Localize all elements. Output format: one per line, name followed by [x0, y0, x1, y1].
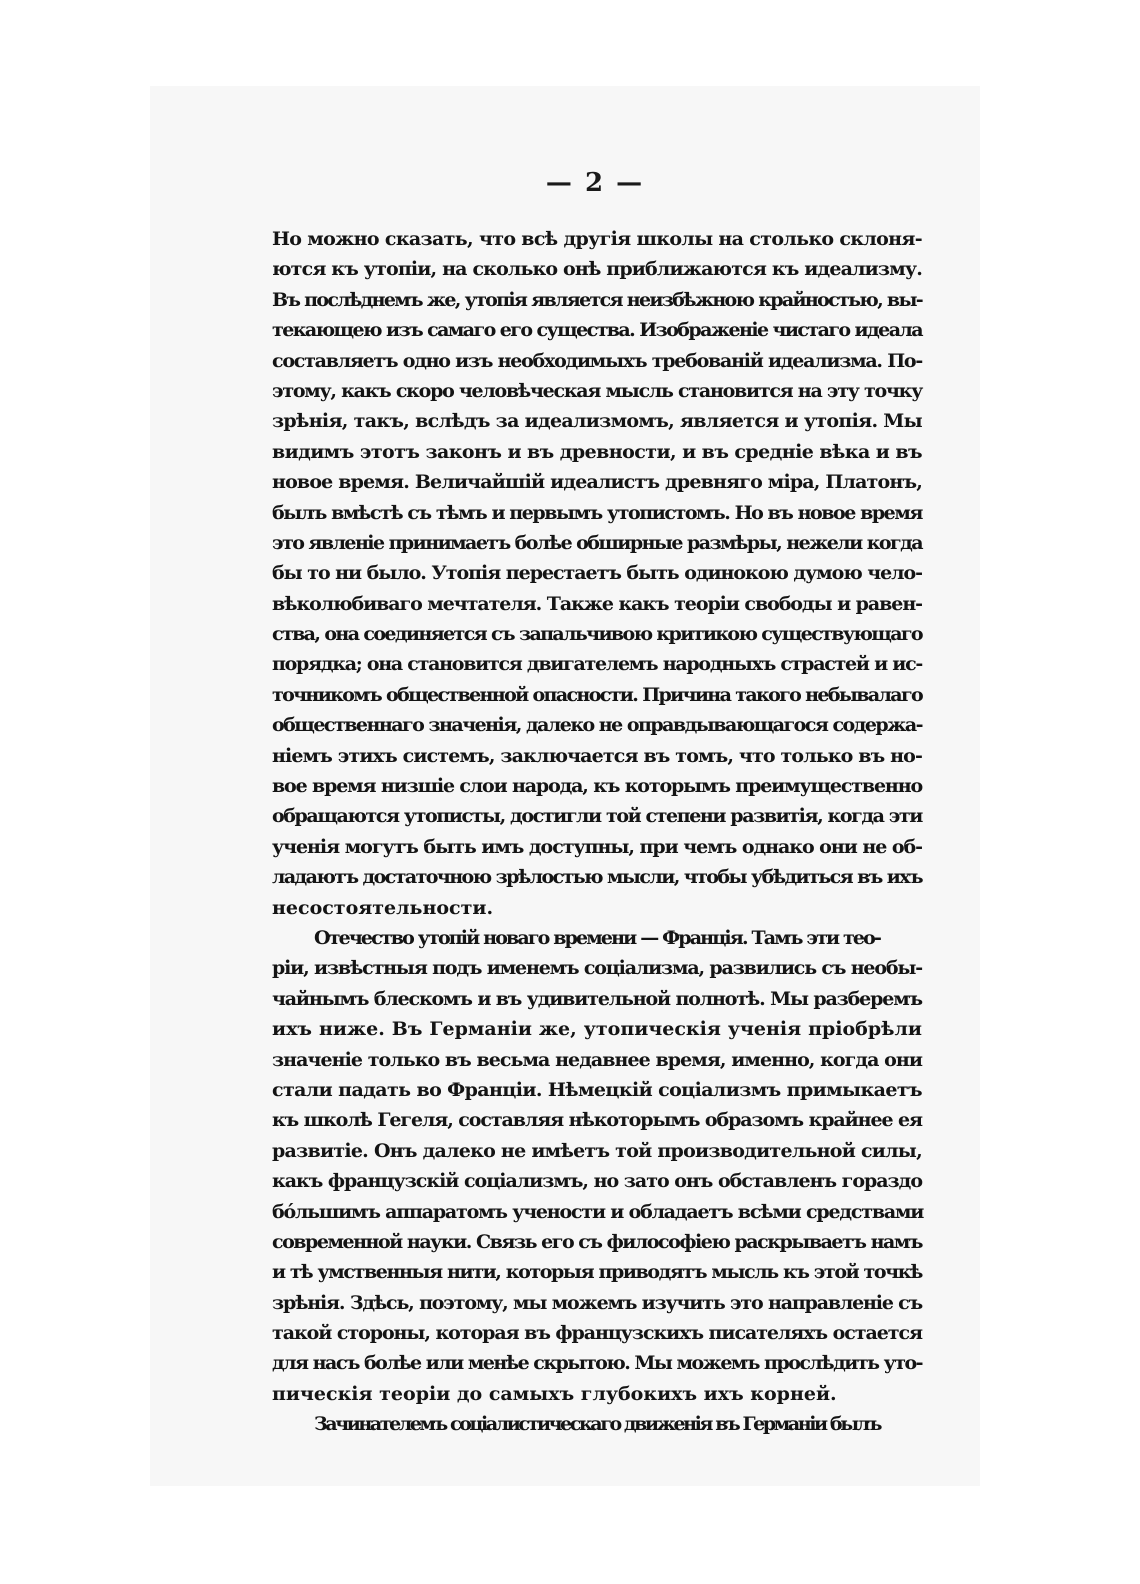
text-line: ства, она соединяется съ запальчивою критикою существующаго: [272, 623, 922, 646]
text-line: къ школѣ Гегеля, составляя нѣкоторымъ образомъ крайнее ея: [272, 1109, 922, 1132]
page-number: — 2 —: [545, 168, 645, 198]
text-line: ніемъ этихъ системъ, заключается въ томъ, что только въ но-: [272, 744, 922, 767]
text-line: вѣколюбиваго мечтателя. Также какъ теоріи свободы и равен-: [272, 592, 922, 615]
text-line: видимъ этотъ законъ и въ древности, и въ средніе вѣка и въ: [272, 440, 922, 463]
text-line: Въ послѣднемъ же, утопія является неизбѣжною крайностью, вы-: [272, 288, 922, 311]
text-line: обращаются утописты, достигли той степени развитія, когда эти: [272, 805, 922, 828]
text-line: ріи, извѣстныя подъ именемъ соціализма, развились съ необы-: [272, 957, 923, 980]
text-line: общественнаго значенія, далеко не оправдывающагося содержа-: [272, 714, 922, 737]
text-line: пическія теоріи до самыхъ глубокихъ ихъ корней.: [272, 1382, 837, 1405]
paragraph-1: [272, 224, 922, 923]
text-line: вое время низшіе слои народа, къ которымъ преимущественно: [272, 775, 922, 798]
text-line: для насъ болѣе или менѣе скрытою. Мы можемъ прослѣдить уто-: [272, 1352, 922, 1375]
text-line: Но можно сказать, что всѣ другія школы на столько склоня-: [272, 228, 922, 250]
text-line: какъ французскій соціализмъ, но зато онъ обставленъ гораздо: [272, 1170, 922, 1193]
text-line: зрѣнія. Здѣсь, поэтому, мы можемъ изучить это направленіе съ: [272, 1291, 922, 1314]
text-line: порядка; она становится двигателемъ народныхъ страстей и ис-: [272, 653, 922, 676]
paragraph-3: [272, 1409, 922, 1439]
text-line: былъ вмѣстѣ съ тѣмъ и первымъ утопистомъ. Но въ новое время: [272, 501, 922, 524]
text-line: этому, какъ скоро человѣческая мысль становится на эту точку: [272, 379, 922, 402]
text-line: такой стороны, которая въ французскихъ писателяхъ остается: [272, 1322, 922, 1345]
text-line: значеніе только въ весьма недавнее время, именно, когда они: [272, 1048, 922, 1071]
text-line: бы то ни было. Утопія перестаетъ быть одинокою думою чело-: [272, 562, 922, 585]
text-line: новое время. Величайшій идеалистъ древняго міра, Платонъ,: [272, 471, 922, 494]
text-line: составляетъ одно изъ необходимыхъ требованій идеализма. По-: [272, 349, 922, 372]
text-line: это явленіе принимаетъ болѣе обширные размѣры, нежели когда: [272, 531, 922, 554]
text-line: и тѣ умственныя нити, которыя приводятъ мысль къ этой точкѣ: [272, 1261, 923, 1284]
text-line: ихъ ниже. Въ Германіи же, утопическія ученія пріобрѣли: [272, 1018, 922, 1041]
text-line: Зачинателемъ соціалистическаго движенія въ Германіи былъ: [314, 1413, 880, 1436]
text-line: Отечество утопій новаго времени — Франція. Тамъ эти тео-: [314, 926, 880, 949]
text-line: развитіе. Онъ далеко не имѣетъ той производительной силы,: [272, 1139, 922, 1162]
text-line: современной науки. Связь его съ философіею раскрываетъ намъ: [272, 1230, 922, 1253]
text-line: ученія могутъ быть имъ доступны, при чемъ однако они не об-: [272, 835, 922, 858]
text-line: ются къ утопіи, на сколько онѣ приближаются къ идеализму.: [272, 258, 922, 281]
paragraph-2: [272, 923, 922, 1409]
text-line: точникомъ общественной опасности. Причина такого небывалаго: [272, 683, 922, 706]
text-line: несостоятельности.: [272, 896, 494, 919]
text-line: стали падать во Франціи. Нѣмецкій соціализмъ примыкаетъ: [272, 1078, 922, 1101]
text-line: бо́льшимъ аппаратомъ учености и обладаетъ всѣми средствами: [272, 1200, 924, 1223]
body-text: [272, 224, 922, 1440]
text-line: ладаютъ достаточною зрѣлостью мысли, чтобы убѣдиться въ ихъ: [272, 866, 922, 889]
text-line: текающею изъ самаго его существа. Изображеніе чистаго идеала: [272, 319, 922, 342]
text-line: зрѣнія, такъ, вслѣдъ за идеализмомъ, является и утопія. Мы: [272, 410, 922, 433]
text-line: чайнымъ блескомъ и въ удивительной полнотѣ. Мы разберемъ: [272, 987, 922, 1010]
